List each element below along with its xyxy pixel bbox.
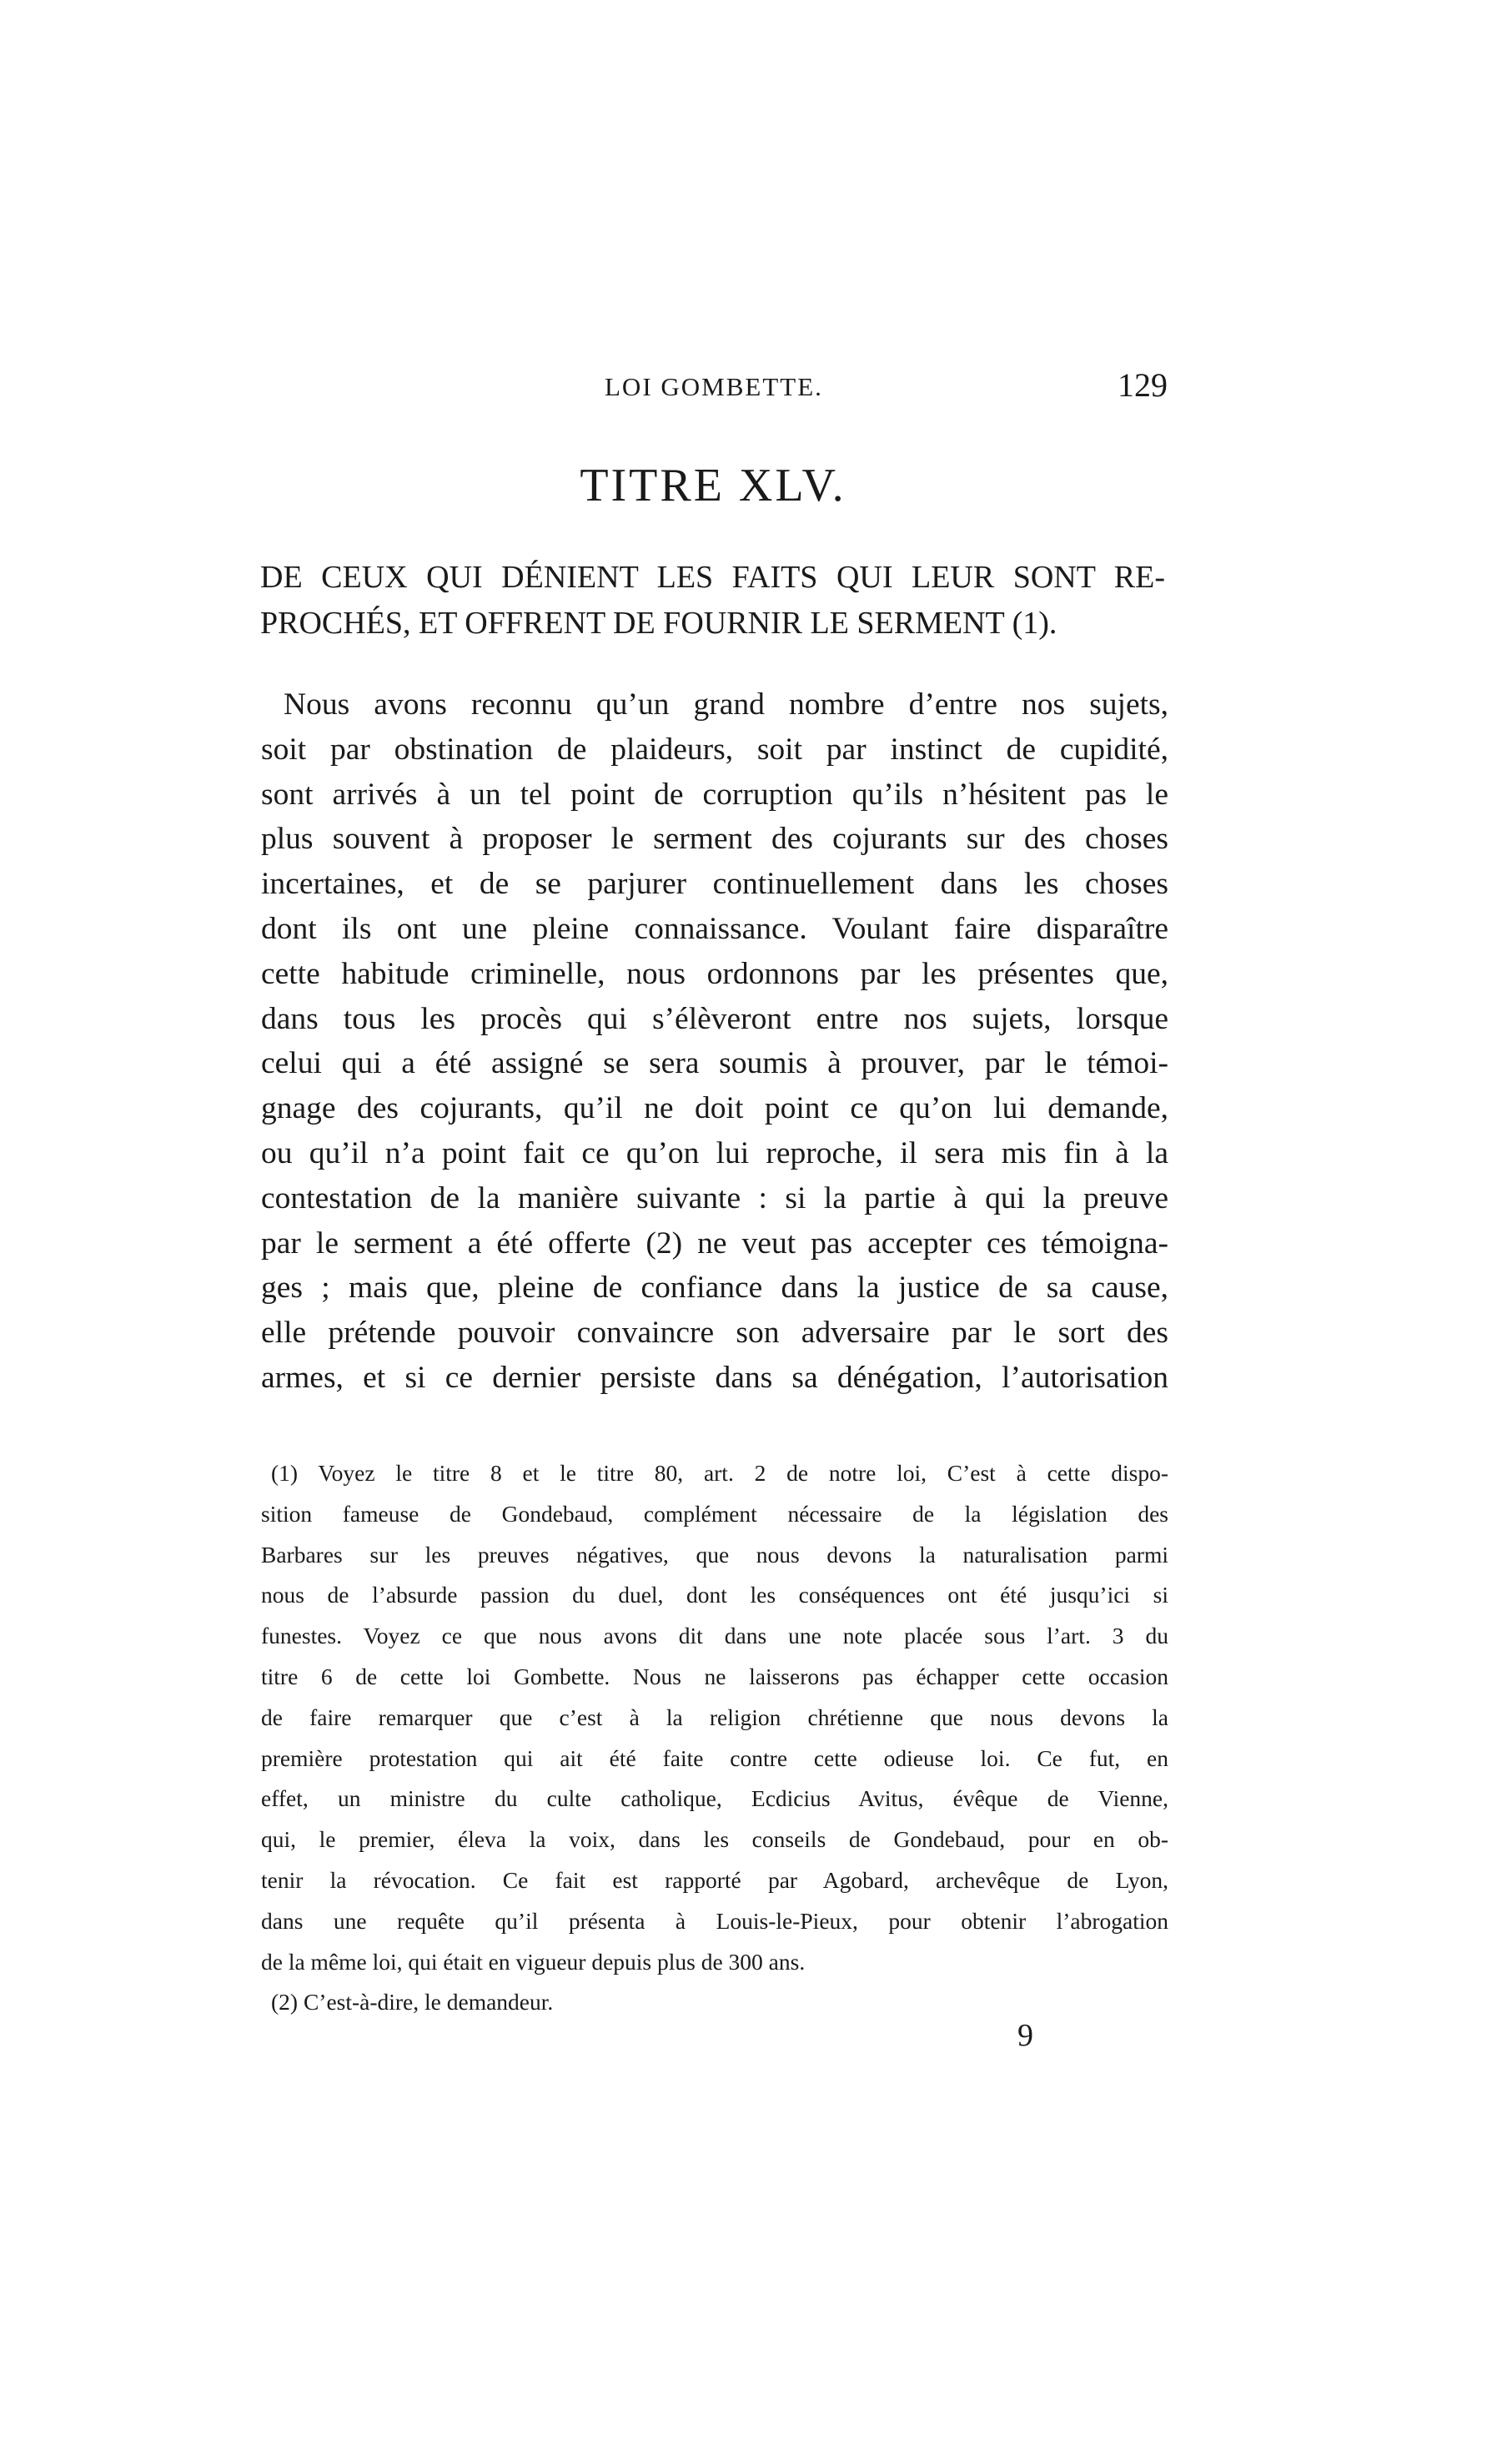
chapter-subtitle: [260, 555, 1165, 647]
footnote-line: (1) Voyez le titre 8 et le titre 80, art. 2 de notre loi, C’est à cette dispo-: [271, 1460, 1168, 1486]
body-line: celui qui a été assigné se sera soumis à prouver, par le témoi-: [261, 1046, 1168, 1081]
body-line: dans tous les procès qui s’élèveront entre nos sujets, lorsque: [261, 1001, 1168, 1036]
footnotes: [261, 1453, 1168, 2023]
body-line: sont arrivés à un tel point de corruption qu’ils n’hésitent pas le: [261, 777, 1168, 812]
body-line: dont ils ont une pleine connaissance. Voulant faire disparaître: [261, 911, 1168, 946]
body-line: contestation de la manière suivante : si la partie à qui la preuve: [261, 1180, 1168, 1215]
footnote-line: qui, le premier, éleva la voix, dans les conseils de Gondebaud, pour en ob-: [261, 1826, 1168, 1853]
footnote-line: sition fameuse de Gondebaud, complément nécessaire de la législation des: [261, 1500, 1168, 1527]
body-line: cette habitude criminelle, nous ordonnons par les présentes que,: [261, 956, 1168, 991]
body-line: Nous avons reconnu qu’un grand nombre d’entre nos sujets,: [284, 687, 1168, 722]
footnote-line: funestes. Voyez ce que nous avons dit dans une note placée sous l’art. 3 du: [261, 1623, 1168, 1649]
page-header: [259, 365, 1168, 415]
footnote-line: de faire remarquer que c’est à la religion chrétienne que nous devons la: [261, 1704, 1168, 1730]
subtitle-line: PROCHÉS, ET OFFRENT DE FOURNIR LE SERMENT (1).: [260, 606, 1057, 641]
page-number: 129: [1118, 366, 1168, 404]
signature-mark: 9: [1017, 2018, 1033, 2053]
chapter-title: TITRE XLV.: [580, 460, 846, 511]
body-line: incertaines, et de se parjurer continuellement dans les choses: [261, 867, 1168, 902]
body-line: elle prétende pouvoir convaincre son adversaire par le sort des: [261, 1316, 1168, 1351]
footnote-line: dans une requête qu’il présenta à Louis-le-Pieux, pour obtenir l’abrogation: [261, 1907, 1168, 1934]
body-line: soit par obstination de plaideurs, soit par instinct de cupidité,: [261, 732, 1168, 767]
footnote-line: Barbares sur les preuves négatives, que nous devons la naturalisation parmi: [261, 1541, 1168, 1568]
footnote-line: de la même loi, qui était en vigueur depuis plus de 300 ans.: [261, 1948, 806, 1975]
body-line: armes, et si ce dernier persiste dans sa dénégation, l’autorisation: [261, 1360, 1168, 1395]
body-line: gnage des cojurants, qu’il ne doit point ce qu’on lui demande,: [261, 1091, 1168, 1126]
body-line: ges ; mais que, pleine de confiance dans la justice de sa cause,: [261, 1271, 1168, 1306]
body-line: par le serment a été offerte (2) ne veut pas accepter ces témoigna-: [261, 1226, 1168, 1261]
footnote-line: première protestation qui ait été faite contre cette odieuse loi. Ce fut, en: [261, 1744, 1168, 1771]
body-line: plus souvent à proposer le serment des cojurants sur des choses: [261, 822, 1168, 857]
footnote-line: titre 6 de cette loi Gombette. Nous ne laisserons pas échapper cette occasion: [261, 1663, 1168, 1689]
body-line: ou qu’il n’a point fait ce qu’on lui reproche, il sera mis fin à la: [261, 1135, 1168, 1170]
footnote-line: (2) C’est-à-dire, le demandeur.: [271, 1989, 554, 2016]
body-text: [261, 682, 1168, 1401]
running-title: LOI GOMBETTE.: [605, 372, 823, 401]
footnote-line: effet, un ministre du culte catholique, Ecdicius Avitus, évêque de Vienne,: [261, 1785, 1168, 1812]
footnote-line: nous de l’absurde passion du duel, dont les conséquences ont été jusqu’ici si: [261, 1582, 1168, 1608]
footnote-line: tenir la révocation. Ce fait est rapporté par Agobard, archevêque de Lyon,: [261, 1866, 1168, 1893]
subtitle-line: DE CEUX QUI DÉNIENT LES FAITS QUI LEUR SONT RE-: [260, 560, 1165, 595]
